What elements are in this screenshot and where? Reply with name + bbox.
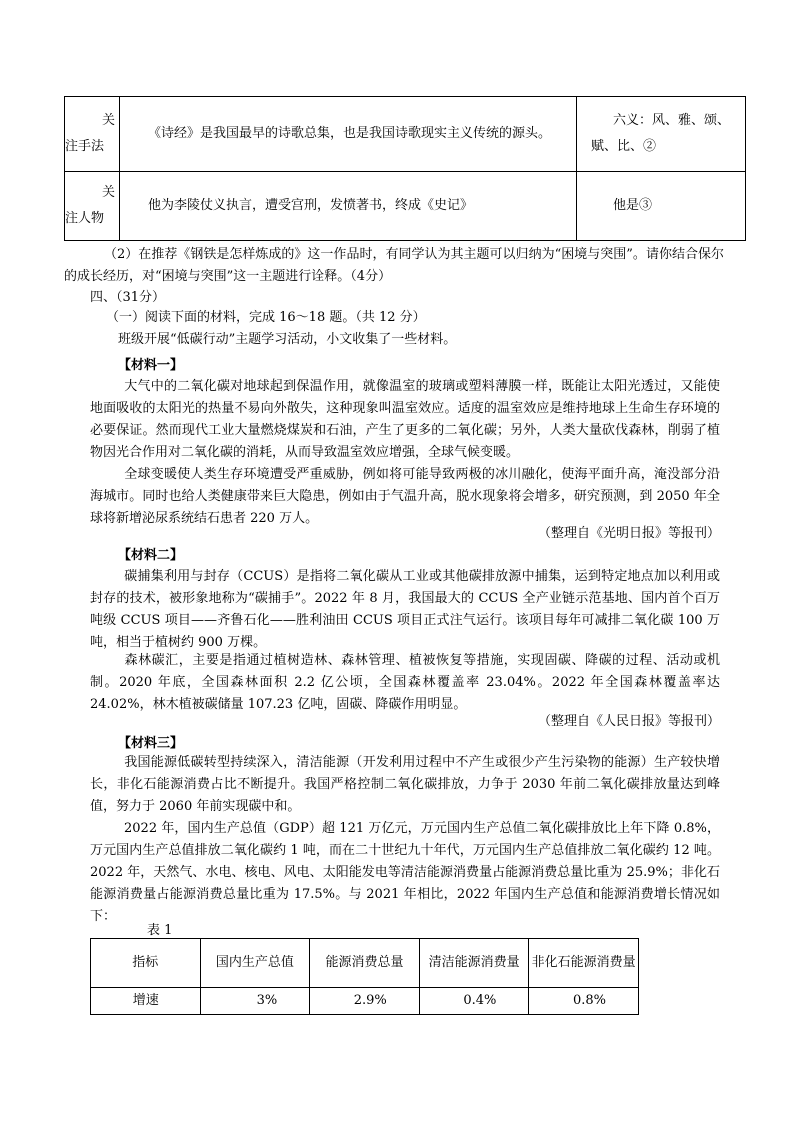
table-caption: 表 1 bbox=[147, 923, 173, 938]
table-header-cell: 能源消费总量 bbox=[310, 939, 420, 988]
material-2-source: （整理自《人民日报》等报刊） bbox=[537, 714, 720, 729]
material-3-title: 【材料三】 bbox=[118, 736, 184, 751]
material-3-paragraph-1 bbox=[90, 752, 720, 818]
table-row bbox=[65, 97, 746, 172]
table-header-cell: 指标 bbox=[91, 939, 201, 988]
part-heading: （一）阅读下面的材料，完成 16～18 题。（共 12 分） bbox=[106, 310, 426, 325]
table-header-cell: 非化石能源消费量 bbox=[529, 939, 639, 988]
row-label-line: 注人物 bbox=[65, 211, 105, 226]
growth-table bbox=[90, 938, 639, 1015]
material-1-paragraph-1 bbox=[90, 376, 720, 464]
table-header-cell: 清洁能源消费量 bbox=[419, 939, 529, 988]
material-1-paragraph-2 bbox=[90, 464, 720, 530]
row-label-line: 关 bbox=[101, 185, 115, 200]
row-note bbox=[577, 172, 746, 241]
table-cell: 3% bbox=[200, 988, 310, 1015]
table-header-row bbox=[91, 939, 639, 988]
question-2 bbox=[64, 244, 724, 288]
table-header-cell: 国内生产总值 bbox=[200, 939, 310, 988]
material-2-title: 【材料二】 bbox=[118, 548, 184, 563]
row-content-text: 《诗经》是我国最早的诗歌总集，也是我国诗歌现实主义传统的源头。 bbox=[148, 126, 552, 141]
row-label-line: 关 bbox=[101, 113, 115, 128]
row-note bbox=[577, 97, 746, 172]
table-row bbox=[91, 988, 639, 1015]
intro-text: 班级开展“低碳行动”主题学习活动，小文收集了一些材料。 bbox=[118, 332, 457, 347]
material-3-paragraph-2 bbox=[90, 818, 720, 928]
question-2-text: （2）在推荐《钢铁是怎样炼成的》这一作品时，有同学认为其主题可以归纳为“困境与突围”。请你结合保尔的成长经历，对“困境与突围”这一主题进行诠释。（4分） bbox=[64, 247, 724, 284]
reading-notes-table bbox=[64, 96, 746, 241]
material-2-paragraph-2 bbox=[90, 650, 720, 716]
table-cell: 2.9% bbox=[310, 988, 420, 1015]
material-1-title: 【材料一】 bbox=[118, 358, 184, 373]
row-content bbox=[120, 172, 577, 241]
section-heading: 四、（31分） bbox=[90, 290, 166, 305]
paragraph-text: 全球变暖使人类生存环境遭受严重威胁，例如将可能导致两极的冰川融化，使海平面升高，淹没部分沿海城市。同时也给人类健康带来巨大隐患，例如由于气温升高，脱水现象将会增多，研究预测，到 2050 年全球将新增泌尿系统结石患者 220 万人。 bbox=[90, 467, 720, 526]
material-1-source: （整理自《光明日报》等报刊） bbox=[537, 526, 720, 541]
table-row-label: 增速 bbox=[91, 988, 201, 1015]
table-row bbox=[65, 172, 746, 241]
table-cell: 0.8% bbox=[529, 988, 639, 1015]
material-2-paragraph-1 bbox=[90, 566, 720, 654]
row-content bbox=[120, 97, 577, 172]
row-label bbox=[65, 97, 120, 172]
row-label bbox=[65, 172, 120, 241]
paragraph-text: 我国能源低碳转型持续深入，清洁能源（开发利用过程中不产生或很少产生污染物的能源）生产较快增长，非化石能源消费占比不断提升。我国严格控制二氧化碳排放，力争于 2030 年前二氧化碳排放量达到峰值，努力于 2060 年前实现碳中和。 bbox=[90, 755, 720, 814]
paragraph-text: 碳捕集利用与封存（CCUS）是指将二氧化碳从工业或其他碳排放源中捕集，运到特定地点加以利用或封存的技术，被形象地称为“碳捕手”。2022 年 8 月，我国最大的 CCUS 全产业链示范基地、国内首个百万吨级 CCUS 项目——齐鲁石化——胜利油田 CCUS 项目正式注气运行。该项目每年可减排二氧化碳 100 万吨，相当于植树约 900 万棵。 bbox=[90, 569, 720, 650]
row-note-text: 他是③ bbox=[613, 198, 653, 213]
row-note-text: 六义：风、雅、颂、赋、比、② bbox=[591, 113, 731, 154]
table-cell: 0.4% bbox=[419, 988, 529, 1015]
paragraph-text: 2022 年，国内生产总值（GDP）超 121 万亿元，万元国内生产总值二氧化碳排放比上年下降 0.8%，万元国内生产总值排放二氧化碳约 1 吨，而在二十世纪九十年代，万元国内生产总值排放二氧化碳约 12 吨。2022 年，天然气、水电、核电、风电、太阳能发电等清洁能源消费量占能源消费总量比重为 25.9%；非化石能源消费量占能源消费总量比重为 17.5%。与 2021 年相比，2022 年国内生产总值和能源消费增长情况如下： bbox=[90, 821, 720, 924]
row-content-text: 他为李陵仗义执言，遭受宫刑，发愤著书，终成《史记》 bbox=[148, 198, 474, 213]
paragraph-text: 森林碳汇，主要是指通过植树造林、森林管理、植被恢复等措施，实现固碳、降碳的过程、活动或机制。2020 年底，全国森林面积 2.2 亿公顷，全国森林覆盖率 23.04%。2022 年全国森林覆盖率达 24.02%，林木植被碳储量 107.23 亿吨，固碳、降碳作用明显。 bbox=[90, 653, 720, 712]
paragraph-text: 大气中的二氧化碳对地球起到保温作用，就像温室的玻璃或塑料薄膜一样，既能让太阳光透过，又能使地面吸收的太阳光的热量不易向外散失，这种现象叫温室效应。适度的温室效应是维持地球上生命生存环境的必要保证。然而现代工业大量燃烧煤炭和石油，产生了更多的二氧化碳；另外，人类大量砍伐森林，削弱了植物因光合作用对二氧化碳的消耗，从而导致温室效应增强，全球气候变暖。 bbox=[90, 379, 720, 460]
row-label-line: 注手法 bbox=[65, 139, 105, 154]
